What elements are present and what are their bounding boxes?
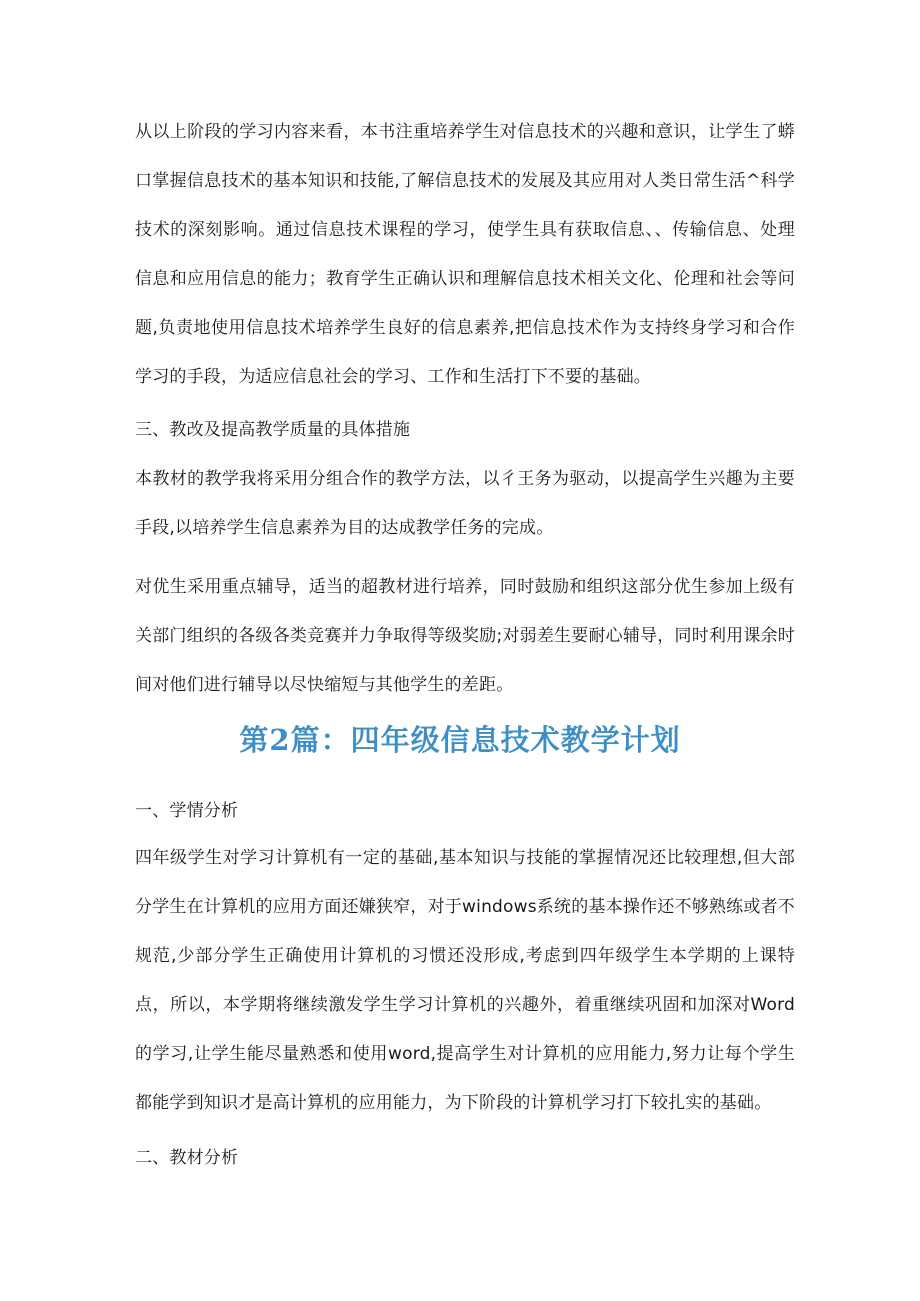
paragraph-student-analysis: 四年级学生对学习计算机有一定的基础,基本知识与技能的掌握情况还比较理想,但大部分学生在计算机的应用方面还嫌狭窄，对于windows系统的基本操作还不够熟练或者不规范,少部分学生正确使用计算机的习惯还没形成,考虑到四年级学生本学期的上课特点，所以，本学期将继续激发学生学习计算机的兴趣外，着重继续巩固和加深对Word的学习,让学生能尽量熟悉和使用word,提高学生对计算机的应用能力,努力让每个学生都能学到知识才是高计算机的应用能力，为下阶段的计算机学习打下较扎实的基础。 — [135, 848, 795, 1113]
paragraph-teaching-method: 本教材的教学我将采用分组合作的教学方法，以彳王务为驱动，以提高学生兴趣为主要手段,以培养学生信息素养为目的达成教学任务的完成。 — [135, 469, 795, 538]
section-title: 第2篇：四年级信息技术教学计划 — [239, 723, 681, 757]
heading-teaching-reform: 三、教改及提高教学质量的具体措施 — [135, 420, 411, 440]
heading-textbook-analysis: 二、教材分析 — [135, 1148, 239, 1168]
heading-student-analysis: 一、学情分析 — [135, 801, 239, 821]
paragraph-student-guidance: 对优生采用重点辅导，适当的超教材进行培养，同时鼓励和组织这部分优生参加上级有关部门组织的各级各类竞赛并力争取得等级奖励;对弱差生要耐心辅导，同时利用课余时间对他们进行辅导以尽快缩短与其他学生的差距。 — [135, 577, 795, 695]
paragraph-learning-content: 从以上阶段的学习内容来看，本书注重培养学生对信息技术的兴趣和意识，让学生了蟒口掌握信息技术的基本知识和技能,了解信息技术的发展及其应用对人类日常生活^科学技术的深刻影响。通过信息技术课程的学习，使学生具有获取信息、、传输信息、处理信息和应用信息的能力；教育学生正确认识和理解信息技术相关文化、伦理和社会等问题,负责地使用信息技术培养学生良好的信息素养,把信息技术作为支持终身学习和合作学习的手段，为适应信息社会的学习、工作和生活打下不要的基础。 — [135, 122, 795, 387]
